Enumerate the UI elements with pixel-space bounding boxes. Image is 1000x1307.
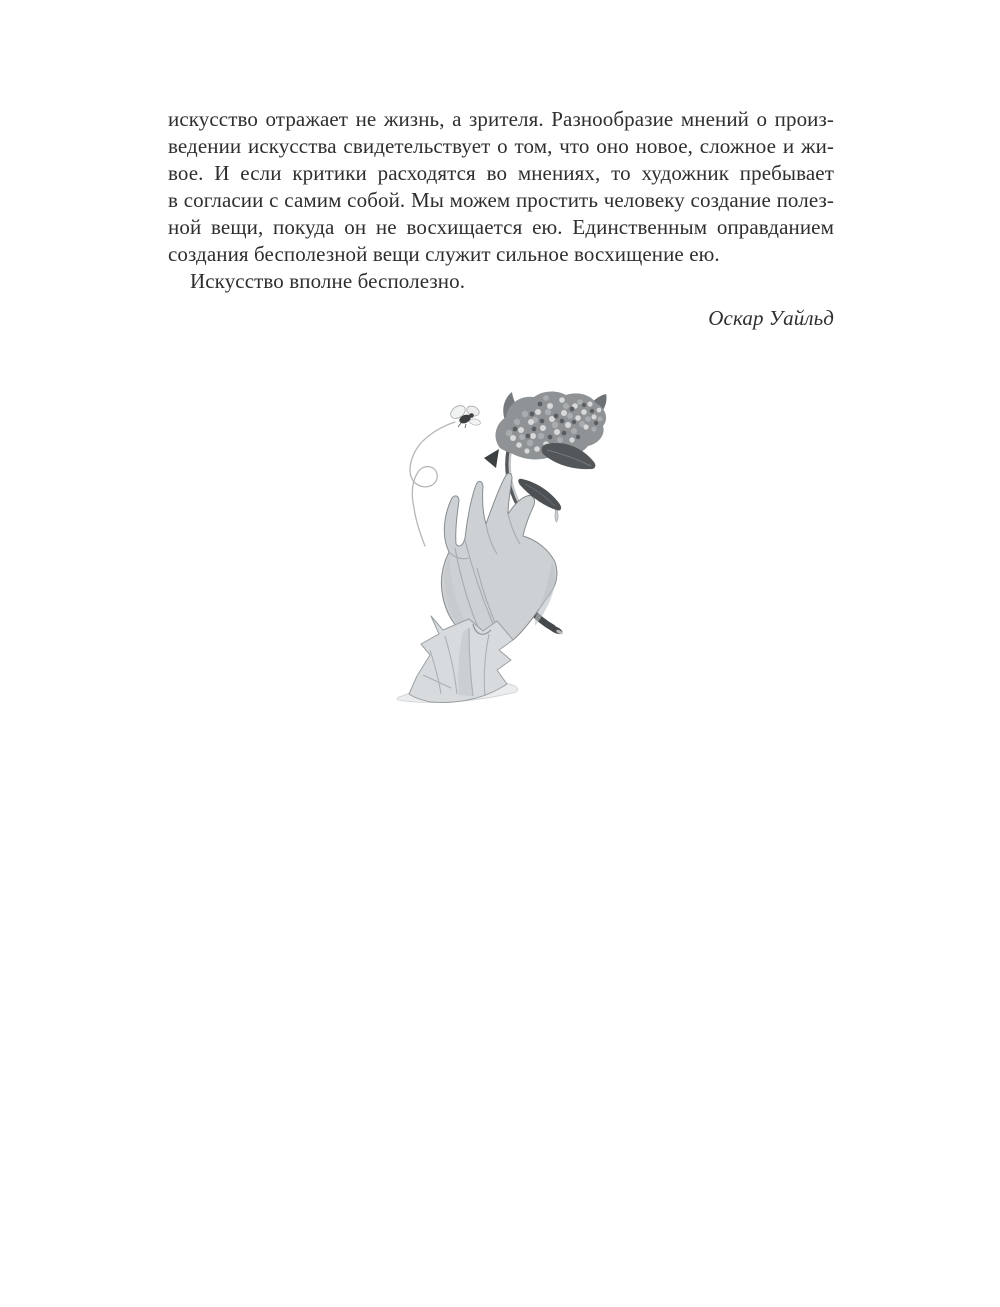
paragraph-line: в согласии с самим собой. Мы можем простить человеку создание полез- — [168, 188, 834, 212]
bee-icon — [448, 403, 481, 428]
sepal-wedge-icon — [484, 449, 499, 468]
closing-line: Искусство вполне бесполезно. — [190, 269, 466, 293]
paragraph-line: ной вещи, покуда он не восхищается ею. Единственным оправданием — [168, 215, 834, 239]
leaf-right-icon — [542, 443, 596, 469]
paragraph-line: искусство отражает не жизнь, а зрителя. Разнообразие мнений о произ- — [168, 107, 834, 131]
paragraph-line: создания бесполезной вещи служит сильное восхищение ею. — [168, 242, 720, 266]
paragraph-line: вое. И если критики расходятся во мнениях, то художник пребывает — [168, 161, 834, 185]
hand-lilac-bee-illustration — [385, 388, 617, 714]
ruffled-cuff-icon — [409, 616, 513, 702]
preface-text — [168, 106, 834, 332]
leaf-drip-icon — [555, 510, 558, 522]
author-signature: Оскар Уайльд — [708, 306, 834, 330]
paragraph-line: ведении искусства свидетельствует о том, что оно новое, сложное и жи- — [168, 134, 834, 158]
